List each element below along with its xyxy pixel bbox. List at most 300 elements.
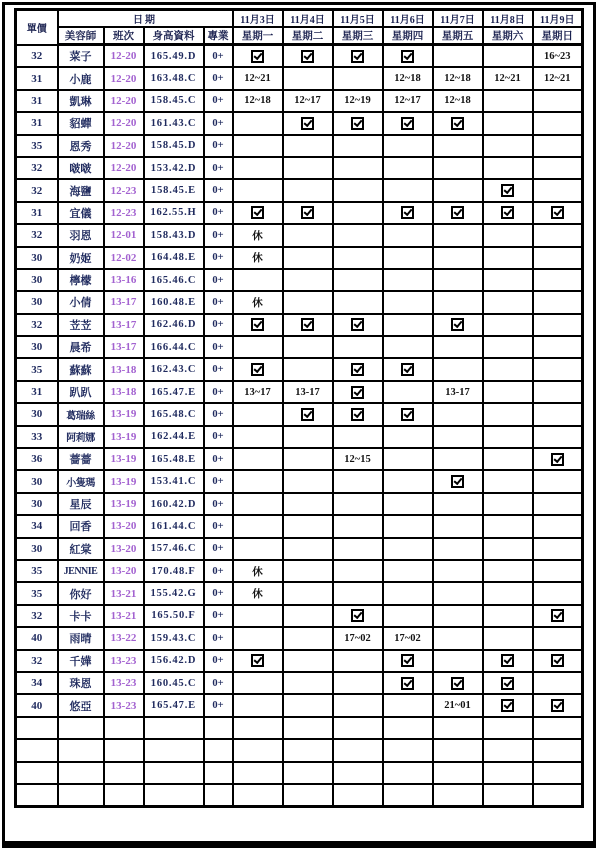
schedule-cell	[283, 269, 333, 291]
schedule-cell	[333, 336, 383, 358]
shift-cell: 13-21	[104, 582, 144, 604]
height-info-cell: 165.50.F	[144, 605, 204, 627]
schedule-cell	[233, 605, 283, 627]
staff-row	[16, 403, 583, 425]
schedule-cell	[233, 672, 283, 694]
height-info-cell: 165.47.E	[144, 694, 204, 716]
empty-cell	[16, 739, 58, 761]
checked-checkbox-icon	[501, 699, 514, 712]
schedule-cell	[233, 650, 283, 672]
col-header-specialty: 專業	[204, 27, 233, 45]
shift-cell: 13-20	[104, 515, 144, 537]
schedule-cell	[433, 135, 483, 157]
col-header-date-7: 11月9日	[533, 10, 583, 28]
empty-cell	[533, 762, 583, 784]
col-header-weekday-tue: 星期二	[283, 27, 333, 45]
schedule-cell	[383, 538, 433, 560]
schedule-cell	[533, 672, 583, 694]
shift-cell: 13-17	[104, 314, 144, 336]
schedule-cell	[383, 269, 433, 291]
col-header-date-2: 11月4日	[283, 10, 333, 28]
schedule-cell	[283, 67, 333, 89]
specialty-cell: 0+	[204, 179, 233, 201]
schedule-cell	[533, 426, 583, 448]
schedule-cell	[233, 694, 283, 716]
schedule-cell	[233, 515, 283, 537]
empty-cell	[533, 717, 583, 739]
empty-row	[16, 717, 583, 739]
empty-cell	[233, 739, 283, 761]
empty-cell	[483, 739, 533, 761]
checked-checkbox-icon	[351, 318, 364, 331]
schedule-cell	[433, 470, 483, 492]
schedule-cell	[483, 426, 533, 448]
schedule-cell	[433, 403, 483, 425]
unit-price-cell: 32	[16, 157, 58, 179]
schedule-cell	[533, 336, 583, 358]
schedule-cell	[433, 314, 483, 336]
unit-price-cell: 31	[16, 67, 58, 89]
checked-checkbox-icon	[251, 206, 264, 219]
shift-cell: 13-19	[104, 403, 144, 425]
beautician-name-cell: 蘇蘇	[58, 358, 104, 380]
staff-row	[16, 515, 583, 537]
schedule-cell	[333, 650, 383, 672]
schedule-cell	[433, 650, 483, 672]
staff-row	[16, 45, 583, 68]
schedule-cell	[533, 582, 583, 604]
staff-row	[16, 605, 583, 627]
checked-checkbox-icon	[351, 50, 364, 63]
unit-price-cell: 30	[16, 247, 58, 269]
schedule-cell	[333, 202, 383, 224]
height-info-cell: 162.55.H	[144, 202, 204, 224]
checked-checkbox-icon	[551, 609, 564, 622]
empty-cell	[204, 762, 233, 784]
col-header-unit-price: 單價	[16, 10, 58, 45]
schedule-cell	[533, 627, 583, 649]
schedule-cell	[433, 336, 483, 358]
checked-checkbox-icon	[401, 117, 414, 130]
schedule-cell: 12~18	[233, 90, 283, 112]
height-info-cell: 156.42.D	[144, 650, 204, 672]
schedule-cell	[383, 247, 433, 269]
schedule-cell: 12~18	[383, 67, 433, 89]
specialty-cell: 0+	[204, 358, 233, 380]
schedule-cell	[483, 672, 533, 694]
empty-cell	[333, 717, 383, 739]
empty-cell	[283, 784, 333, 807]
shift-cell: 13-23	[104, 694, 144, 716]
schedule-cell	[483, 247, 533, 269]
height-info-cell: 165.48.C	[144, 403, 204, 425]
height-info-cell: 165.46.C	[144, 269, 204, 291]
beautician-name-cell: 薔薔	[58, 448, 104, 470]
empty-cell	[433, 784, 483, 807]
schedule-cell	[233, 493, 283, 515]
schedule-cell	[333, 672, 383, 694]
schedule-cell	[533, 515, 583, 537]
schedule-cell	[533, 179, 583, 201]
table-header	[16, 10, 583, 45]
schedule-cell	[333, 560, 383, 582]
height-info-cell: 165.48.E	[144, 448, 204, 470]
checked-checkbox-icon	[451, 677, 464, 690]
schedule-cell	[533, 493, 583, 515]
schedule-cell	[433, 179, 483, 201]
height-info-cell: 159.43.C	[144, 627, 204, 649]
staff-row	[16, 202, 583, 224]
specialty-cell: 0+	[204, 560, 233, 582]
staff-row	[16, 157, 583, 179]
beautician-name-cell: 貂蟬	[58, 112, 104, 134]
shift-cell: 13-20	[104, 560, 144, 582]
beautician-name-cell: 雨晴	[58, 627, 104, 649]
shift-cell: 13-19	[104, 426, 144, 448]
unit-price-cell: 31	[16, 202, 58, 224]
schedule-cell	[533, 135, 583, 157]
schedule-cell	[533, 448, 583, 470]
schedule-cell	[433, 582, 483, 604]
unit-price-cell: 34	[16, 515, 58, 537]
shift-cell: 12-23	[104, 202, 144, 224]
schedule-cell	[283, 45, 333, 68]
beautician-name-cell: JENNIE	[58, 560, 104, 582]
schedule-cell	[533, 403, 583, 425]
staff-row	[16, 112, 583, 134]
staff-row	[16, 426, 583, 448]
beautician-name-cell: 宜儀	[58, 202, 104, 224]
beautician-name-cell: 啵啵	[58, 157, 104, 179]
specialty-cell: 0+	[204, 381, 233, 403]
beautician-name-cell: 悠亞	[58, 694, 104, 716]
staff-row	[16, 90, 583, 112]
schedule-cell	[233, 135, 283, 157]
empty-cell	[333, 784, 383, 807]
schedule-cell	[383, 515, 433, 537]
height-info-cell: 162.46.D	[144, 314, 204, 336]
checked-checkbox-icon	[351, 117, 364, 130]
specialty-cell: 0+	[204, 582, 233, 604]
schedule-cell	[483, 560, 533, 582]
schedule-cell	[283, 605, 333, 627]
unit-price-cell: 35	[16, 560, 58, 582]
unit-price-cell: 32	[16, 605, 58, 627]
schedule-cell	[233, 403, 283, 425]
unit-price-cell: 30	[16, 538, 58, 560]
schedule-cell	[483, 291, 533, 313]
schedule-cell	[483, 179, 533, 201]
checked-checkbox-icon	[451, 206, 464, 219]
col-header-weekday-fri: 星期五	[433, 27, 483, 45]
empty-cell	[104, 717, 144, 739]
empty-cell	[144, 762, 204, 784]
schedule-cell	[283, 314, 333, 336]
schedule-cell	[233, 627, 283, 649]
schedule-cell	[283, 694, 333, 716]
schedule-cell	[383, 470, 433, 492]
schedule-cell	[483, 650, 533, 672]
checked-checkbox-icon	[451, 318, 464, 331]
schedule-cell	[333, 67, 383, 89]
schedule-cell	[283, 135, 333, 157]
schedule-cell	[283, 672, 333, 694]
staff-schedule-table	[14, 8, 584, 808]
schedule-cell	[433, 224, 483, 246]
specialty-cell: 0+	[204, 426, 233, 448]
schedule-cell	[483, 605, 533, 627]
checked-checkbox-icon	[451, 475, 464, 488]
shift-cell: 13-22	[104, 627, 144, 649]
schedule-cell	[383, 381, 433, 403]
specialty-cell: 0+	[204, 314, 233, 336]
specialty-cell: 0+	[204, 336, 233, 358]
empty-cell	[58, 784, 104, 807]
schedule-cell	[433, 45, 483, 68]
schedule-cell	[483, 135, 533, 157]
beautician-name-cell: 卡卡	[58, 605, 104, 627]
schedule-cell: 12~21	[533, 67, 583, 89]
shift-cell: 13-19	[104, 448, 144, 470]
schedule-cell	[233, 179, 283, 201]
schedule-cell: 17~02	[333, 627, 383, 649]
empty-cell	[283, 762, 333, 784]
checked-checkbox-icon	[551, 453, 564, 466]
staff-row	[16, 314, 583, 336]
schedule-cell	[383, 179, 433, 201]
schedule-cell	[533, 224, 583, 246]
staff-row	[16, 358, 583, 380]
checked-checkbox-icon	[401, 363, 414, 376]
col-header-date-6: 11月8日	[483, 10, 533, 28]
schedule-cell	[233, 45, 283, 68]
checked-checkbox-icon	[451, 117, 464, 130]
shift-cell: 12-02	[104, 247, 144, 269]
empty-cell	[16, 784, 58, 807]
specialty-cell: 0+	[204, 67, 233, 89]
shift-cell: 13-17	[104, 336, 144, 358]
schedule-cell	[283, 515, 333, 537]
height-info-cell: 153.42.D	[144, 157, 204, 179]
schedule-cell	[533, 247, 583, 269]
schedule-cell	[483, 157, 533, 179]
schedule-cell: 13-17	[283, 381, 333, 403]
height-info-cell: 158.43.D	[144, 224, 204, 246]
height-info-cell: 165.49.D	[144, 45, 204, 68]
beautician-name-cell: 千嬅	[58, 650, 104, 672]
schedule-cell	[483, 694, 533, 716]
empty-cell	[233, 784, 283, 807]
col-header-date-4: 11月6日	[383, 10, 433, 28]
beautician-name-cell: 小鹿	[58, 67, 104, 89]
schedule-cell	[533, 560, 583, 582]
shift-cell: 12-23	[104, 179, 144, 201]
empty-cell	[204, 717, 233, 739]
schedule-cell	[433, 515, 483, 537]
col-header-weekday-sun: 星期日	[533, 27, 583, 45]
specialty-cell: 0+	[204, 493, 233, 515]
staff-row	[16, 381, 583, 403]
staff-row	[16, 336, 583, 358]
checked-checkbox-icon	[551, 654, 564, 667]
staff-row	[16, 650, 583, 672]
shift-cell: 13-23	[104, 650, 144, 672]
schedule-cell	[433, 157, 483, 179]
schedule-cell	[283, 582, 333, 604]
checked-checkbox-icon	[401, 677, 414, 690]
beautician-name-cell: 阿莉娜	[58, 426, 104, 448]
beautician-name-cell: 海鹽	[58, 179, 104, 201]
beautician-name-cell: 你好	[58, 582, 104, 604]
schedule-cell	[483, 538, 533, 560]
height-info-cell: 160.42.D	[144, 493, 204, 515]
checked-checkbox-icon	[301, 408, 314, 421]
beautician-name-cell: 小倩	[58, 291, 104, 313]
schedule-cell	[483, 470, 533, 492]
height-info-cell: 170.48.F	[144, 560, 204, 582]
staff-row	[16, 493, 583, 515]
beautician-name-cell: 珠恩	[58, 672, 104, 694]
empty-cell	[104, 762, 144, 784]
schedule-cell	[433, 560, 483, 582]
schedule-cell	[383, 135, 433, 157]
schedule-cell	[383, 493, 433, 515]
schedule-cell	[483, 269, 533, 291]
specialty-cell: 0+	[204, 224, 233, 246]
unit-price-cell: 32	[16, 179, 58, 201]
schedule-cell	[333, 135, 383, 157]
schedule-cell	[433, 426, 483, 448]
schedule-cell	[233, 314, 283, 336]
schedule-cell	[483, 448, 533, 470]
empty-cell	[433, 762, 483, 784]
empty-cell	[533, 784, 583, 807]
empty-cell	[144, 739, 204, 761]
schedule-cell	[333, 381, 383, 403]
schedule-cell	[483, 202, 533, 224]
unit-price-cell: 33	[16, 426, 58, 448]
schedule-cell	[433, 202, 483, 224]
schedule-cell	[383, 403, 433, 425]
schedule-cell: 12~15	[333, 448, 383, 470]
col-header-shift: 班次	[104, 27, 144, 45]
staff-row	[16, 291, 583, 313]
specialty-cell: 0+	[204, 515, 233, 537]
empty-cell	[16, 762, 58, 784]
schedule-cell	[433, 112, 483, 134]
schedule-cell	[283, 403, 333, 425]
col-header-date-group: 日期	[58, 10, 233, 28]
unit-price-cell: 32	[16, 650, 58, 672]
schedule-cell	[533, 470, 583, 492]
staff-row	[16, 224, 583, 246]
unit-price-cell: 30	[16, 493, 58, 515]
specialty-cell: 0+	[204, 694, 233, 716]
empty-cell	[204, 739, 233, 761]
col-header-weekday-wed: 星期三	[333, 27, 383, 45]
specialty-cell: 0+	[204, 90, 233, 112]
staff-row	[16, 179, 583, 201]
height-info-cell: 162.44.E	[144, 426, 204, 448]
height-info-cell: 161.44.C	[144, 515, 204, 537]
empty-cell	[204, 784, 233, 807]
schedule-cell	[533, 112, 583, 134]
schedule-cell	[533, 538, 583, 560]
unit-price-cell: 35	[16, 358, 58, 380]
beautician-name-cell: 小隻瑪	[58, 470, 104, 492]
specialty-cell: 0+	[204, 672, 233, 694]
empty-row	[16, 762, 583, 784]
shift-cell: 13-17	[104, 291, 144, 313]
beautician-name-cell: 凱琳	[58, 90, 104, 112]
staff-row	[16, 694, 583, 716]
checked-checkbox-icon	[301, 318, 314, 331]
schedule-cell	[433, 269, 483, 291]
schedule-cell	[383, 45, 433, 68]
schedule-cell	[383, 426, 433, 448]
schedule-cell	[533, 291, 583, 313]
schedule-cell	[283, 493, 333, 515]
empty-cell	[283, 739, 333, 761]
unit-price-cell: 31	[16, 90, 58, 112]
height-info-cell: 153.41.C	[144, 470, 204, 492]
beautician-name-cell: 晨希	[58, 336, 104, 358]
unit-price-cell: 40	[16, 627, 58, 649]
col-header-date-5: 11月7日	[433, 10, 483, 28]
shift-cell: 12-20	[104, 112, 144, 134]
staff-row	[16, 672, 583, 694]
schedule-cell	[383, 560, 433, 582]
shift-cell: 13-18	[104, 358, 144, 380]
schedule-cell	[333, 403, 383, 425]
empty-cell	[283, 717, 333, 739]
unit-price-cell: 32	[16, 45, 58, 68]
empty-cell	[233, 762, 283, 784]
schedule-cell	[283, 358, 333, 380]
staff-row	[16, 269, 583, 291]
schedule-cell	[383, 224, 433, 246]
schedule-cell	[383, 694, 433, 716]
checked-checkbox-icon	[351, 408, 364, 421]
beautician-name-cell: 回香	[58, 515, 104, 537]
unit-price-cell: 35	[16, 135, 58, 157]
staff-row	[16, 627, 583, 649]
beautician-name-cell: 星辰	[58, 493, 104, 515]
checked-checkbox-icon	[301, 50, 314, 63]
schedule-cell: 12~18	[433, 90, 483, 112]
empty-cell	[333, 762, 383, 784]
schedule-cell	[233, 202, 283, 224]
staff-row	[16, 247, 583, 269]
beautician-name-cell: 苙苙	[58, 314, 104, 336]
empty-cell	[533, 739, 583, 761]
unit-price-cell: 36	[16, 448, 58, 470]
schedule-cell	[283, 157, 333, 179]
checked-checkbox-icon	[501, 677, 514, 690]
col-header-weekday-thu: 星期四	[383, 27, 433, 45]
schedule-cell	[383, 291, 433, 313]
schedule-cell	[433, 605, 483, 627]
specialty-cell: 0+	[204, 403, 233, 425]
staff-row	[16, 448, 583, 470]
specialty-cell: 0+	[204, 135, 233, 157]
schedule-cell	[433, 358, 483, 380]
empty-cell	[483, 762, 533, 784]
shift-cell: 12-20	[104, 90, 144, 112]
height-info-cell: 157.46.C	[144, 538, 204, 560]
schedule-cell	[483, 381, 533, 403]
beautician-name-cell: 葛瑞絲	[58, 403, 104, 425]
